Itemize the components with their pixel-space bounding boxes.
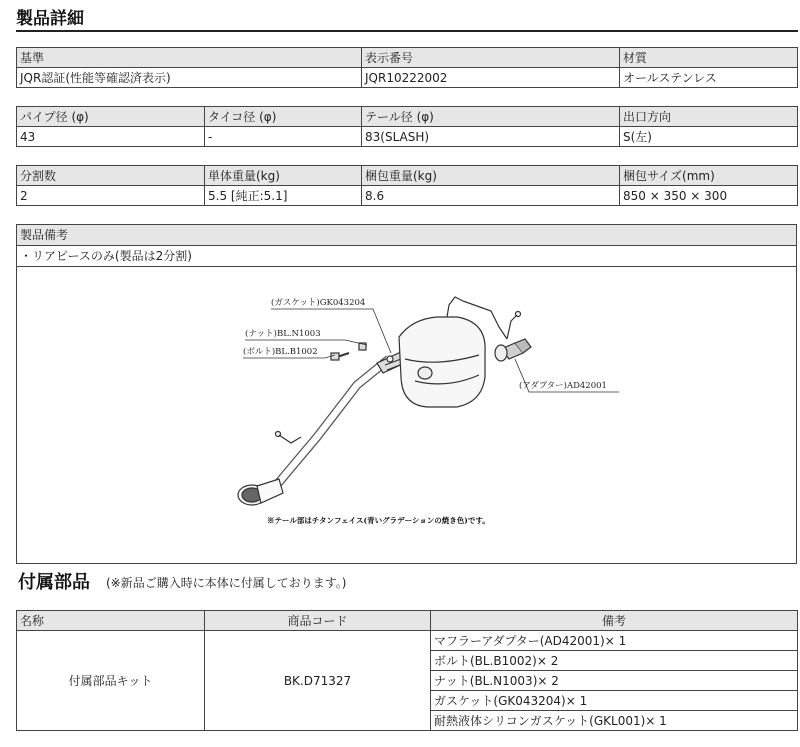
accessories-title: 付属部品 [18, 572, 90, 593]
accessories-table [16, 610, 798, 731]
accessories-remark-item: マフラーアダプター(AD42001)× 1 [431, 631, 798, 651]
muffler-diagram [17, 267, 796, 563]
diagram-label-gasket: (ガスケット)GK043204 [271, 298, 366, 308]
accessories-subtitle: (※新品ご購入時に本体に付属しております。) [106, 576, 347, 590]
accessories-kit-code: BK.D71327 [205, 631, 431, 731]
page-title: 製品詳細 [16, 9, 84, 29]
spec-value-package-weight: 8.6 [362, 186, 620, 206]
spec-header-display-number: 表示番号 [362, 48, 620, 68]
spec-header-pipe-diameter: パイプ径 (φ) [17, 107, 205, 127]
notes-text: ・リアピースのみ(製品は2分割) [17, 246, 796, 267]
accessories-header-name: 名称 [17, 611, 205, 631]
muffler-illustration [17, 267, 796, 563]
spec-table-dimensions [16, 106, 798, 147]
spec-header-muffler-diameter: タイコ径 (φ) [205, 107, 362, 127]
product-notes [16, 224, 797, 564]
diagram-caption: ※テール部はチタンフェイス(青いグラデーションの焼き色)です。 [267, 516, 490, 525]
diagram-label-adapter: (アダプター)AD42001 [519, 381, 607, 391]
spec-header-unit-weight: 単体重量(kg) [205, 166, 362, 186]
spec-header-pieces: 分割数 [17, 166, 205, 186]
accessories-header-remarks: 備考 [431, 611, 798, 631]
spec-header-package-weight: 梱包重量(kg) [362, 166, 620, 186]
spec-value-display-number: JQR10222002 [362, 68, 620, 88]
spec-value-package-size: 850 × 350 × 300 [620, 186, 798, 206]
notes-header: 製品備考 [17, 225, 796, 246]
spec-table-standard [16, 47, 798, 88]
accessories-header-code: 商品コード [205, 611, 431, 631]
spec-value-pieces: 2 [17, 186, 205, 206]
spec-value-material: オールステンレス [620, 68, 798, 88]
spec-value-unit-weight: 5.5 [純正:5.1] [205, 186, 362, 206]
spec-value-pipe-diameter: 43 [17, 127, 205, 147]
diagram-label-bolt: (ボルト)BL.B1002 [243, 347, 318, 357]
accessories-remark-item: ボルト(BL.B1002)× 2 [431, 651, 798, 671]
spec-value-tail-diameter: 83(SLASH) [362, 127, 620, 147]
accessories-remark-item: 耐熱液体シリコンガスケット(GKL001)× 1 [431, 711, 798, 731]
spec-table-weights [16, 165, 798, 206]
accessories-kit-name: 付属部品キット [17, 631, 205, 731]
diagram-label-nut: (ナット)BL.N1003 [245, 329, 321, 339]
spec-value-standard: JQR認証(性能等確認済表示) [17, 68, 362, 88]
title-divider [16, 30, 798, 32]
spec-header-tail-diameter: テール径 (φ) [362, 107, 620, 127]
spec-header-exit-direction: 出口方向 [620, 107, 798, 127]
spec-header-material: 材質 [620, 48, 798, 68]
accessories-remark-item: ナット(BL.N1003)× 2 [431, 671, 798, 691]
spec-value-muffler-diameter: - [205, 127, 362, 147]
spec-header-package-size: 梱包サイズ(mm) [620, 166, 798, 186]
accessories-remark-item: ガスケット(GK043204)× 1 [431, 691, 798, 711]
spec-value-exit-direction: S(左) [620, 127, 798, 147]
spec-header-standard: 基準 [17, 48, 362, 68]
